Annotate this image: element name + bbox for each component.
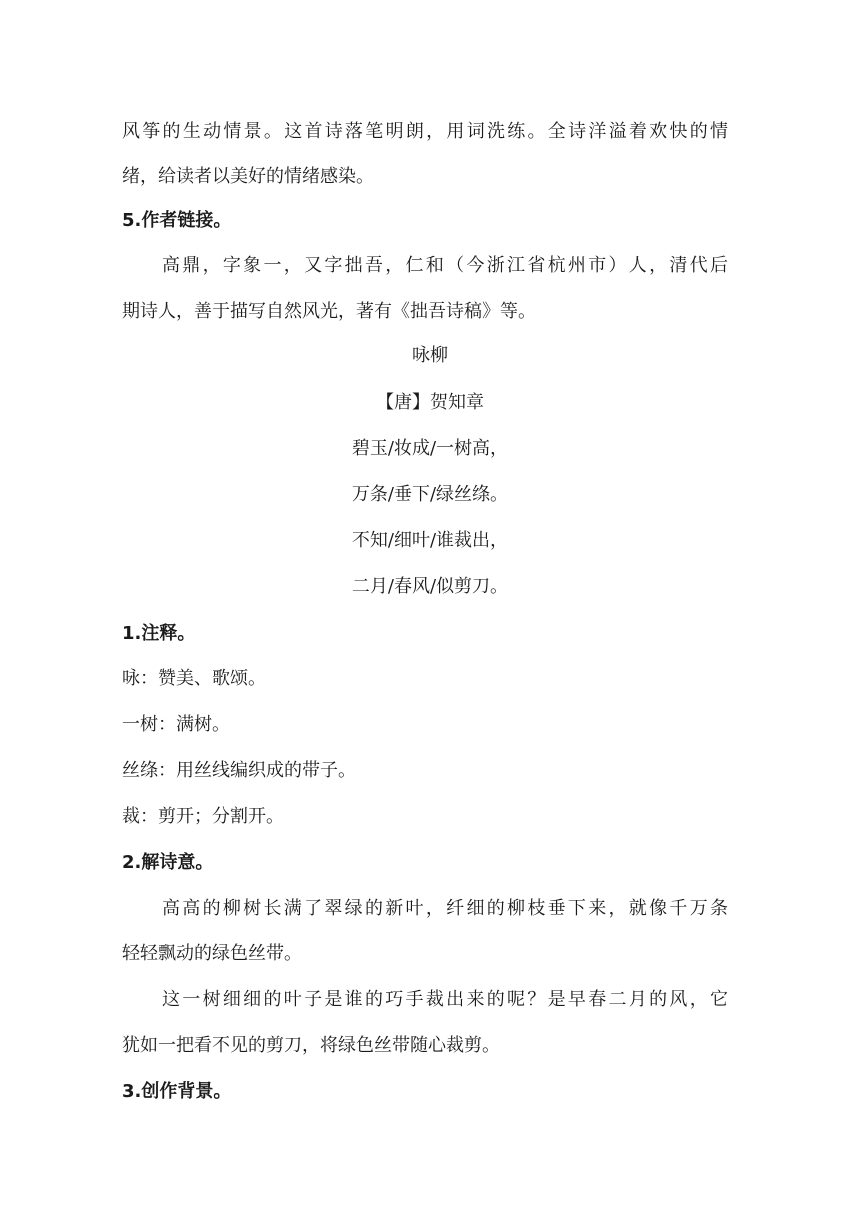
background-heading: 3.创作背景。 — [122, 1081, 232, 1102]
author-line-1: 高鼎，字象一，又字拙吾，仁和（今浙江省杭州市）人，清代后 — [162, 255, 728, 276]
note-item-3: 丝绦：用丝线编织成的带子。 — [122, 760, 356, 781]
author-heading: 5.作者链接。 — [122, 210, 232, 231]
note-item-2: 一树：满树。 — [122, 714, 230, 735]
poem-title: 咏柳 — [412, 345, 448, 366]
intro-line-1: 风筝的生动情景。这首诗落笔明朗，用词洗练。全诗洋溢着欢快的情 — [122, 121, 728, 142]
author-line-2: 期诗人，善于描写自然风光，著有《拙吾诗稿》等。 — [122, 301, 536, 322]
meaning-p2-line-1: 这一树细细的叶子是谁的巧手裁出来的呢？是早春二月的风，它 — [162, 989, 728, 1010]
poem-line-2: 万条/垂下/绿丝绦。 — [351, 484, 509, 505]
note-item-4: 裁：剪开；分割开。 — [122, 806, 284, 827]
poem-line-4: 二月/春风/似剪刀。 — [351, 576, 509, 597]
poem-author: 【唐】贺知章 — [376, 392, 484, 413]
poem-line-1: 碧玉/妆成/一树高， — [351, 438, 509, 459]
intro-line-2: 绪，给读者以美好的情绪感染。 — [122, 166, 374, 187]
notes-heading: 1.注释。 — [122, 623, 196, 644]
note-item-1: 咏：赞美、歌颂。 — [122, 668, 266, 689]
poem-line-3: 不知/细叶/谁裁出， — [351, 530, 509, 551]
meaning-p2-line-2: 犹如一把看不见的剪刀，将绿色丝带随心裁剪。 — [122, 1035, 500, 1056]
meaning-heading: 2.解诗意。 — [122, 852, 214, 873]
meaning-p1-line-1: 高高的柳树长满了翠绿的新叶，纤细的柳枝垂下来，就像千万条 — [162, 898, 728, 919]
meaning-p1-line-2: 轻轻飘动的绿色丝带。 — [122, 943, 302, 964]
